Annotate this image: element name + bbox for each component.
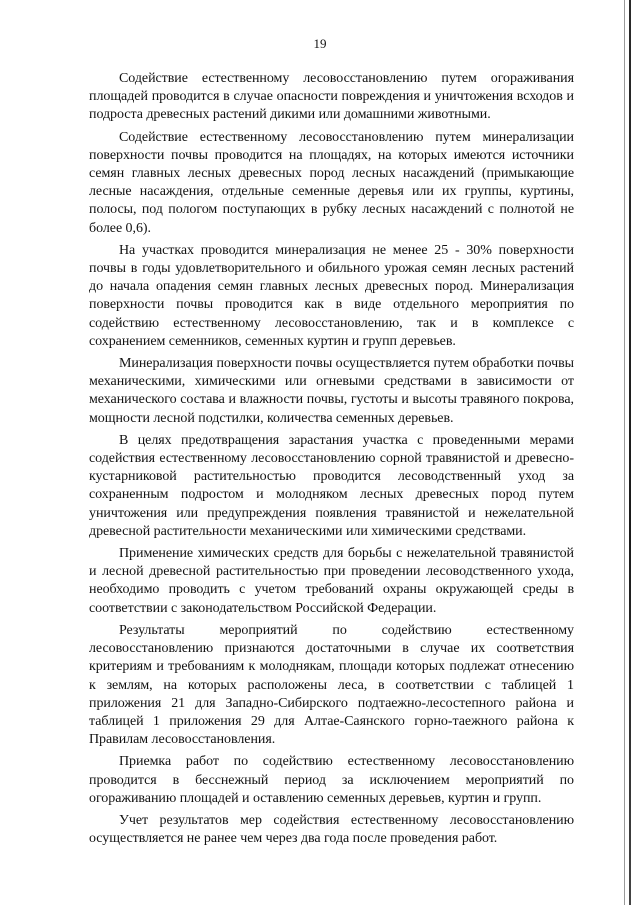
paragraph-accounting: Учет результатов мер содействия естественному лесовосстановлению осуществляется не ранее чем через два года после проведения работ. (89, 812, 574, 847)
page-number: 19 (313, 36, 327, 51)
paragraph-results-criteria: Результаты мероприятий по содействию естественному лесовосстановлению признаются достаточными в случае их соответствия критериям и требованиям к молоднякам, площади которых подлежат отнесению к землям, на которых расположены леса, в соответствии с таблицей 1 приложения 21 для Западно-Сибирского подтаежно-лесостепного района и таблицей 1 приложения 29 для Алтае-Саянского горно-таежного района к Правилам лесовосстановления. (89, 622, 574, 748)
paragraph-mineralization-extent: На участках проводится минерализация не менее 25 - 30% поверхности почвы в годы удовлетворительного и обильного урожая семян лесных растений до начала опадения семян главных лесных древесных пород. Минерализация поверхности почвы проводится как в виде отдельного мероприятия по содействию естественному лесовосстановлению, так и в комплексе с сохранением семенников, семенных куртин и групп деревьев. (89, 242, 574, 349)
paragraph-overgrowth-prevention: В целях предотвращения зарастания участка с проведенными мерами содействия естественному лесовосстановлению сорной травянистой и древесно-кустарниковой растительностью проводится лесоводственный уход за сохраненным подростом и молодняком лесных древесных пород путем уничтожения или предупреждения появления травянистой и нежелательной древесной растительности механическими или химическими средствами. (89, 432, 574, 539)
paragraph-mineralization-methods: Минерализация поверхности почвы осуществляется путем обработки почвы механическими, химическими или огневыми средствами в зависимости от механического состава и влажности почвы, густоты и высоты травяного покрова, мощности лесной подстилки, количества семенных деревьев. (89, 356, 574, 426)
scan-edge-line (629, 0, 631, 905)
document-body (89, 70, 574, 852)
paragraph-mineralization-areas: Содействие естественному лесовосстановлению путем минерализации поверхности почвы проводится на площадях, на которых имеются источники семян главных лесных древесных пород лесных насаждений (примыкающие лесные насаждения, отдельные семенные деревья или их группы, куртины, полосы, под пологом поступающих в рубку лесных насаждений с полнотой не более 0,6). (89, 129, 574, 236)
paragraph-chemical-means: Применение химических средств для борьбы с нежелательной травянистой и лесной древесной растительностью при проведении лесоводственного ухода, необходимо проводить с учетом требований охраны окружающей среды в соответствии с законодательством Российской Федерации. (89, 546, 574, 616)
paragraph-fencing: Содействие естественному лесовосстановлению путем огораживания площадей проводится в случае опасности повреждения и уничтожения всходов и подроста древесных растений дикими или домашними животными. (89, 71, 574, 123)
scan-edge-shadow (624, 0, 625, 905)
paragraph-acceptance: Приемка работ по содействию естественному лесовосстановлению проводится в бесснежный период за исключением мероприятий по огораживанию площадей и оставлению семенных деревьев, куртин и групп. (89, 754, 574, 806)
